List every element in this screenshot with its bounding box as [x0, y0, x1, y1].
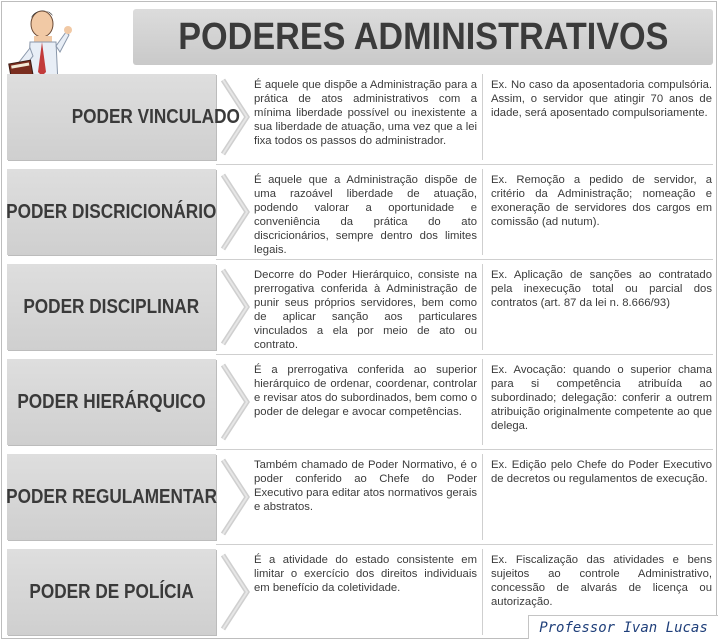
- power-row: [7, 359, 713, 445]
- row-divider: [216, 449, 713, 450]
- power-description: Também chamado de Poder Normativo, é o poder conferido ao Chefe do Poder Executivo para editar atos normativos gerais e abstratos.: [254, 459, 477, 513]
- chevron-right-icon: [221, 78, 251, 156]
- chevron-right-icon: [221, 553, 251, 631]
- power-label-box: [7, 454, 216, 540]
- power-example: Ex. Fiscalização das atividades e bens sujeitos ao controle Administrativo, concessão de alvarás de licença ou autorização.: [491, 554, 712, 608]
- chevron-right-icon: [221, 458, 251, 536]
- row-divider: [216, 354, 713, 355]
- row-divider: [216, 164, 713, 165]
- power-label: PODER VINCULADO: [71, 105, 240, 128]
- chevron-right-icon: [221, 268, 251, 346]
- power-label-box: [7, 549, 216, 635]
- column-divider: [482, 169, 483, 255]
- power-description: É aquele que dispõe a Administração para a prática de atos administrativos com a mínima liberdade possível ou inexistente a sua liberdade de atuação, uma vez que a lei fixa todos os passos do administrador.: [254, 79, 477, 147]
- chevron-right-icon: [221, 363, 251, 441]
- power-label: PODER DISCRICIONÁRIO: [6, 200, 217, 223]
- power-description: É a atividade do estado consistente em limitar o exercício dos direitos individuais em benefício da coletividade.: [254, 554, 477, 594]
- power-label-box: [7, 359, 216, 445]
- power-description: É a prerrogativa conferida ao superior hierárquico de ordenar, coordenar, controlar e revisar atos do subordinados, bem como o poder de delegar e avocar competências.: [254, 364, 477, 418]
- power-example: Ex. Edição pelo Chefe do Poder Executivo de decretos ou regulamentos de execução.: [491, 459, 712, 485]
- power-row: [7, 264, 713, 350]
- title-banner: [133, 9, 713, 65]
- power-example: Ex. Remoção a pedido de servidor, a critério da Administração; nomeação e exoneração de servidores dos cargos em comissão (ad nutum).: [491, 174, 712, 228]
- column-divider: [482, 454, 483, 540]
- chevron-right-icon: [221, 173, 251, 251]
- column-divider: [482, 549, 483, 635]
- power-label: PODER REGULAMENTAR: [6, 485, 217, 508]
- column-divider: [482, 74, 483, 160]
- power-row: [7, 454, 713, 540]
- power-label-box: [7, 74, 240, 160]
- power-example: Ex. Aplicação de sanções ao contratado pela inexecução total ou parcial dos contratos (art. 87 da lei n. 8.666/93): [491, 269, 712, 309]
- power-row: [7, 74, 713, 160]
- page-title: PODERES ADMINISTRATIVOS: [177, 15, 669, 58]
- column-divider: [482, 359, 483, 445]
- power-label-box: [7, 169, 216, 255]
- power-description: Decorre do Poder Hierárquico, consiste na prerrogativa conferida à Administração de punir seus próprios servidores, bem como de aplicar sanção aos particulares vinculados a ela por meio de ato ou contrato.: [254, 269, 477, 351]
- power-label: PODER DE POLÍCIA: [29, 580, 194, 603]
- row-divider: [216, 259, 713, 260]
- power-label: PODER HIERÁRQUICO: [17, 390, 206, 413]
- row-divider: [216, 544, 713, 545]
- power-row: [7, 169, 713, 255]
- column-divider: [482, 264, 483, 350]
- power-label-box: [7, 264, 216, 350]
- power-example: Ex. Avocação: quando o superior chama para si competência atribuída ao subordinado; delegação: conferir a outrem atribuição originalmente competente ao que delega.: [491, 364, 712, 432]
- power-example: Ex. No caso da aposentadoria compulsória. Assim, o servidor que atingir 70 anos de idade, será aposentado compulsoriamente.: [491, 79, 712, 119]
- author-signature: Professor Ivan Lucas: [528, 615, 718, 639]
- power-description: É aquele que a Administração dispõe de uma razoável liberdade de atuação, podendo valorar a oportunidade e conveniência da prática do ato discricionários, sempre dentro dos limites legais.: [254, 174, 477, 256]
- power-label: PODER DISCIPLINAR: [23, 295, 200, 318]
